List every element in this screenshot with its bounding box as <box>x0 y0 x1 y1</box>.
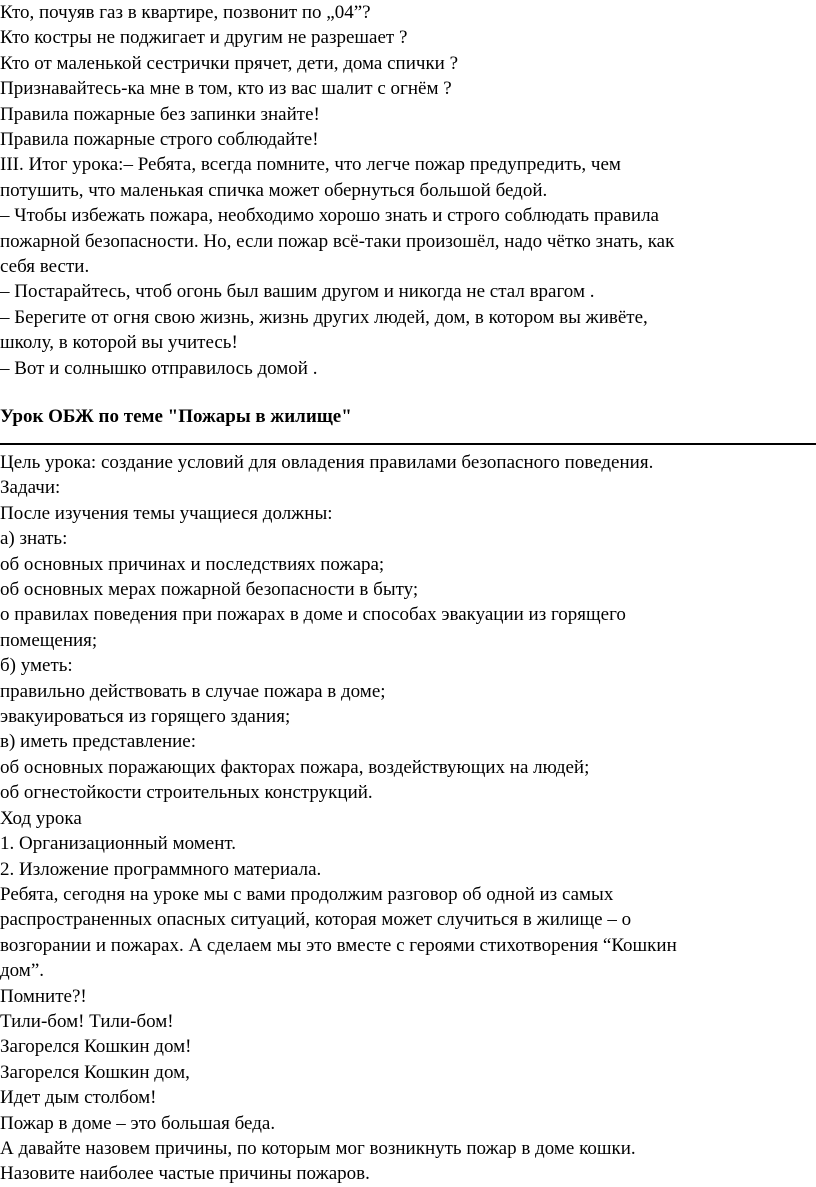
poem-line: пожарной безопасности. Но, если пожар всё-таки произошёл, надо чётко знать, как <box>0 230 675 252</box>
lesson-title-container <box>0 404 352 429</box>
horizontal-rule <box>0 443 816 445</box>
body-text-line: в) иметь представление: <box>0 731 196 753</box>
body-text-line: о правилах поведения при пожарах в доме и способах эвакуации из горящего <box>0 604 626 626</box>
poem-line: себя вести. <box>0 256 90 278</box>
poem-line: – Берегите от огня свою жизнь, жизнь других людей, дом, в котором вы живёте, <box>0 306 648 328</box>
body-text-line: правильно действовать в случае пожара в доме; <box>0 680 386 702</box>
body-text-line: эвакуироваться из горящего здания; <box>0 706 291 728</box>
body-text-line: Пожар в доме – это большая беда. <box>0 1112 276 1134</box>
poem-line: Кто от маленькой сестрички прячет, дети, дома спички ? <box>0 52 459 74</box>
body-text-line: 2. Изложение программного материала. <box>0 858 322 880</box>
body-text-line: Загорелся Кошкин дом, <box>0 1061 190 1083</box>
body-text-line: возгорании и пожарах. А сделаем мы это вместе с героями стихотворения “Кошкин <box>0 934 677 956</box>
poem-line: Правила пожарные без запинки знайте! <box>0 103 320 125</box>
body-text-line: А давайте назовем причины, по которым мог возникнуть пожар в доме кошки. <box>0 1137 636 1159</box>
body-text-line: об основных поражающих факторах пожара, воздействующих на людей; <box>0 756 590 778</box>
body-text-line: распространенных опасных ситуаций, которая может случиться в жилище – о <box>0 909 632 931</box>
poem-line: – Постарайтесь, чтоб огонь был вашим другом и никогда не стал врагом . <box>0 281 595 303</box>
body-text-line: об основных причинах и последствиях пожара; <box>0 553 385 575</box>
poem-line: Признавайтесь-ка мне в том, кто из вас шалит с огнём ? <box>0 78 452 100</box>
poem-line: – Чтобы избежать пожара, необходимо хорошо знать и строго соблюдать правила <box>0 205 659 227</box>
poem-line: Правила пожарные строго соблюдайте! <box>0 129 319 151</box>
body-text-line: а) знать: <box>0 528 68 550</box>
body-text-line: Назовите наиболее частые причины пожаров. <box>0 1163 370 1185</box>
body-text-line: б) уметь: <box>0 655 73 677</box>
poem-line: Кто костры не поджигает и другим не разрешает ? <box>0 27 408 49</box>
body-text-line: После изучения темы учащиеся должны: <box>0 502 333 524</box>
poem-line: Кто, почуяв газ в квартире, позвонит по „04”? <box>0 2 371 23</box>
lesson-plan-section <box>0 450 677 1187</box>
lesson-title: Урок ОБЖ по теме "Пожары в жилище" <box>0 406 352 427</box>
body-text-line: Задачи: <box>0 477 61 499</box>
body-text-line: об основных мерах пожарной безопасности в быту; <box>0 579 419 601</box>
body-text-line: Цель урока: создание условий для овладения правилами безопасного поведения. <box>0 452 654 473</box>
body-text-line: Тили-бом! Тили-бом! <box>0 1010 174 1032</box>
body-text-line: Ход урока <box>0 807 82 829</box>
body-text-line: Ребята, сегодня на уроке мы с вами продолжим разговор об одной из самых <box>0 883 614 905</box>
poem-and-summary-section <box>0 0 674 381</box>
body-text-line: 1. Организационный момент. <box>0 833 236 855</box>
body-text-line: помещения; <box>0 629 98 651</box>
body-text-line: об огнестойкости строительных конструкций. <box>0 782 373 804</box>
poem-line: потушить, что маленькая спичка может обернуться большой бедой. <box>0 179 548 201</box>
poem-line: III. Итог урока:– Ребята, всегда помните, что легче пожар предупредить, чем <box>0 154 621 176</box>
poem-line: школу, в которой вы учитесь! <box>0 332 238 354</box>
body-text-line: Идет дым столбом! <box>0 1087 157 1109</box>
body-text-line: Помните?! <box>0 985 87 1007</box>
poem-line: – Вот и солнышко отправилось домой . <box>0 357 318 379</box>
body-text-line: Загорелся Кошкин дом! <box>0 1036 192 1058</box>
body-text-line: дом”. <box>0 960 45 982</box>
